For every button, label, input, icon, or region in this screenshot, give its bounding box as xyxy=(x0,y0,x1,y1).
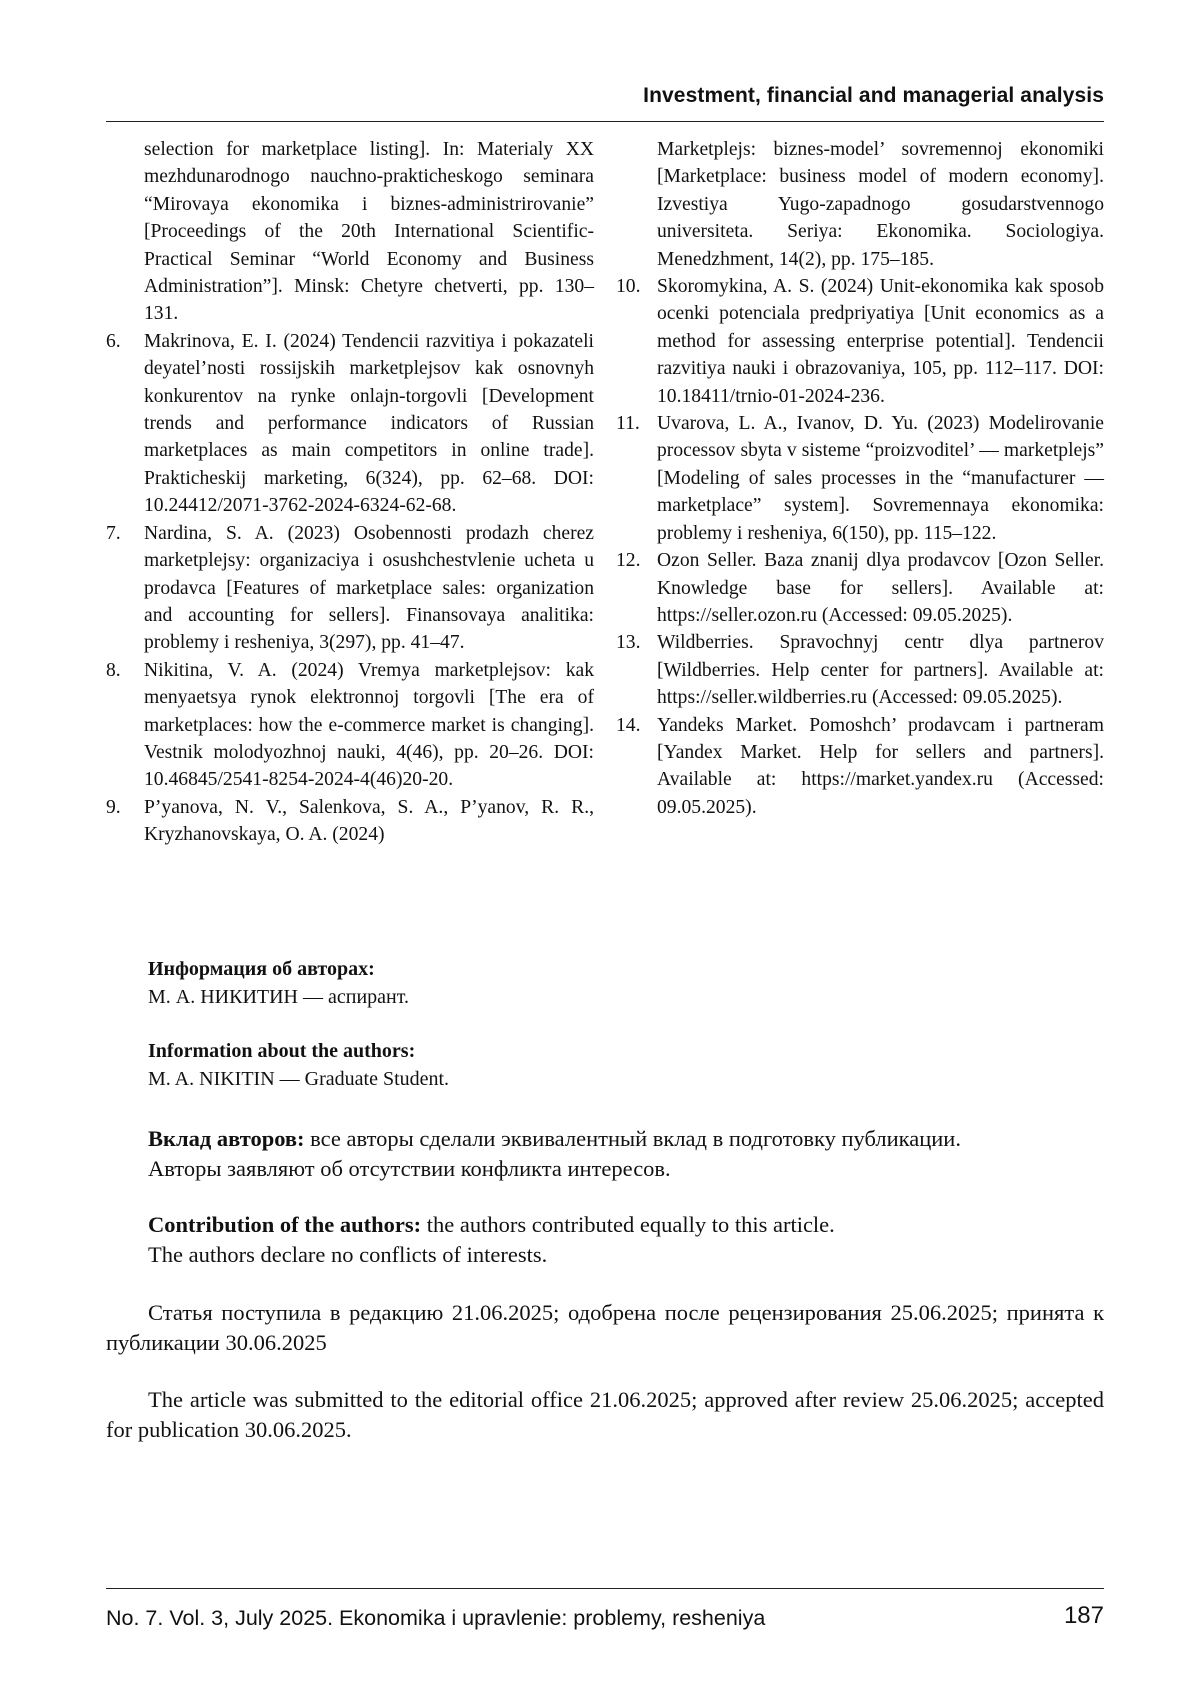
reference-number: 7. xyxy=(106,522,121,544)
reference-number: 10. xyxy=(616,276,641,298)
reference-number: 12. xyxy=(616,550,641,572)
author-info-text: M. A. NIKITIN — Graduate Student. xyxy=(148,1068,450,1090)
reference-text: Marketplejs: biznes-model’ sovremennoj ekonomiki [Marketplace: business model of modern economy]. Izvestiya Yugo-zapadnogo gosudarstvennogo universiteta. Seriya: Ekonomika. Sociologiya. Menedzhment, 14(2), pp. 175–185. xyxy=(657,139,1104,270)
reference-number: 6. xyxy=(106,330,121,352)
reference-number: 9. xyxy=(106,796,121,818)
contribution-ru xyxy=(148,1124,1108,1184)
reference-item xyxy=(616,629,1104,711)
conflict-statement: Авторы заявляют об отсутствии конфликта интересов. xyxy=(148,1156,671,1181)
reference-item xyxy=(616,712,1104,822)
running-header-title: Investment, financial and managerial analysis xyxy=(643,84,1104,107)
contribution-text: все авторы сделали эквивалентный вклад в подготовку публикации. xyxy=(304,1126,961,1151)
reference-item xyxy=(106,794,594,849)
reference-number: 8. xyxy=(106,659,121,681)
reference-item xyxy=(616,273,1104,410)
contribution-text: the authors contributed equally to this article. xyxy=(421,1212,835,1237)
reference-continuation xyxy=(616,136,1104,273)
reference-item xyxy=(106,657,594,794)
reference-item xyxy=(616,547,1104,629)
contribution-en xyxy=(148,1210,1108,1270)
contribution-label: Contribution of the authors: xyxy=(148,1212,422,1237)
reference-text: Uvarova, L. A., Ivanov, D. Yu. (2023) Modelirovanie processov sbyta v sisteme “proizvoditel’ — marketplejs” [Modeling of sales processes in the “manufacturer — marketplace” system]. Sovremennaya ekonomika: problemy i resheniya, 6(150), pp. 115–122. xyxy=(657,413,1104,544)
article-dates-ru: Статья поступила в редакцию 21.06.2025; одобрена после рецензирования 25.06.2025; принята к публикации 30.06.2025 xyxy=(106,1300,1104,1355)
reference-text: Nikitina, V. A. (2024) Vremya marketplejsov: kak menyaetsya rynok elektronnoj torgovli [The era of marketplaces: how the e-commerce market is changing]. Vestnik molodyozhnoj nauki, 4(46), pp. 20–26. DOI: 10.46845/2541-8254-2024-4(46)20-20. xyxy=(144,659,594,791)
footer-rule xyxy=(106,1588,1104,1589)
reference-text: Skoromykina, A. S. (2024) Unit-ekonomika kak sposob ocenki potenciala predpriyatiya [Unit economics as a method for assessing enterprise potential]. Tendencii razvitiya nauki i obrazovaniya, 105, pp. 112–117. DOI: 10.18411/trnio-01-2024-236. xyxy=(657,276,1104,407)
references-column-right xyxy=(616,136,1104,821)
author-info-ru xyxy=(148,955,1108,1011)
contribution-label: Вклад авторов: xyxy=(148,1126,305,1151)
reference-number: 13. xyxy=(616,632,641,654)
footer-journal-info: No. 7. Vol. 3, July 2025. Ekonomika i upravlenie: problemy, resheniya xyxy=(106,1606,766,1630)
references-column-left xyxy=(106,136,594,849)
reference-text: Yandeks Market. Pomoshch’ prodavcam i partneram [Yandex Market. Help for sellers and partners]. Available at: https://market.yandex.ru (Accessed: 09.05.2025). xyxy=(657,714,1104,818)
author-info-en xyxy=(148,1037,1108,1093)
reference-text: Ozon Seller. Baza znanij dlya prodavcov [Ozon Seller. Knowledge base for sellers]. Available at: https://seller.ozon.ru (Accessed: 09.05.2025). xyxy=(657,550,1104,626)
reference-item xyxy=(106,328,594,520)
reference-item xyxy=(106,520,594,657)
reference-text: Nardina, S. A. (2023) Osobennosti prodazh cherez marketplejsy: organizaciya i osushchestvlenie ucheta u prodavca [Features of marketplace sales: organization and accounting for sellers]. Finansovaya analitika: problemy i resheniya, 3(297), pp. 41–47. xyxy=(144,522,594,654)
reference-text: P’yanova, N. V., Salenkova, S. A., P’yanov, R. R., Kryzhanovskaya, O. A. (2024) xyxy=(144,796,594,846)
author-info-heading: Information about the authors: xyxy=(148,1040,416,1062)
header-rule xyxy=(106,121,1104,122)
reference-text: Wildberries. Spravochnyj centr dlya partnerov [Wildberries. Help center for partners]. Available at: https://seller.wildberries.ru (Accessed: 09.05.2025). xyxy=(657,632,1104,709)
author-info-heading: Информация об авторах: xyxy=(148,958,375,980)
article-dates-en: The article was submitted to the editorial office 21.06.2025; approved after review 25.06.2025; accepted for publication 30.06.2025. xyxy=(106,1387,1104,1442)
reference-number: 14. xyxy=(616,714,641,736)
reference-number: 11. xyxy=(616,413,640,435)
page-number: 187 xyxy=(1063,1602,1104,1629)
reference-continuation xyxy=(106,136,594,328)
reference-text: selection for marketplace listing]. In: Materialy XX mezhdunarodnogo nauchno-prakticheskogo seminara “Mirovaya ekonomika i biznes-administrirovanie” [Proceedings of the 20th International Scientific-Practical Seminar “World Economy and Business Administration”]. Minsk: Chetyre chetverti, pp. 130–131. xyxy=(144,139,594,325)
reference-text: Makrinova, E. I. (2024) Tendencii razvitiya i pokazateli deyatel’nosti rossijskih marketplejsov kak osnovnyh konkurentov na rynke onlajn-torgovli [Development trends and performance indicators of Russian marketplaces as main competitors in online trade]. Prakticheskij marketing, 6(324), pp. 62–68. DOI: 10.24412/2071-3762-2024-6324-62-68. xyxy=(144,330,594,517)
author-info-text: М. А. НИКИТИН — аспирант. xyxy=(148,986,409,1008)
conflict-statement: The authors declare no conflicts of interests. xyxy=(148,1242,548,1267)
reference-item xyxy=(616,410,1104,547)
